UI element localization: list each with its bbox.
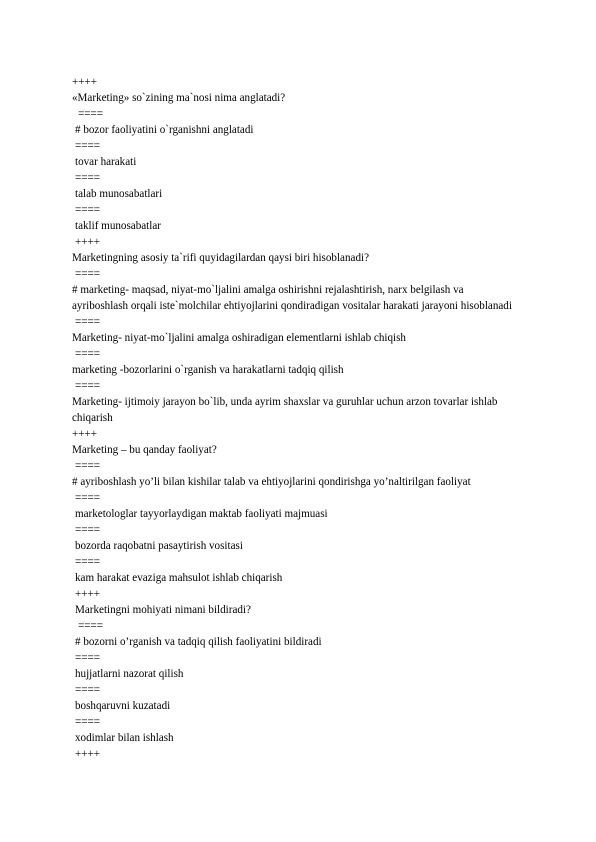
document-body [72,74,522,762]
answer-option: talab munosabatlari [75,188,163,200]
answer-option: boshqaruvni kuzatadi [75,700,171,712]
answer-option: xodimlar bilan ishlash [75,732,174,744]
answer-option: Marketing- niyat-mo`ljalini amalga oshiradigan elementlarni ishlab chiqish [72,332,406,344]
separator-equals: ==== [75,716,101,728]
separator-equals: ==== [75,556,101,568]
separator-plus: ++++ [75,748,101,760]
question-text: Marketing – bu qanday faoliyat? [72,444,217,456]
separator-plus: ++++ [75,236,101,248]
correct-answer: # bozor faoliyatini o`rganishni anglatadi [75,124,254,136]
answer-option: marketologlar tayyorlaydigan maktab faoliyati majmuasi [75,508,328,520]
separator-equals: ==== [75,348,101,360]
separator-equals: ==== [78,620,104,632]
separator-plus: ++++ [72,428,98,440]
question-text: Marketingning asosiy ta`rifi quyidagilardan qaysi biri hisoblanadi? [72,252,369,264]
answer-option: bozorda raqobatni pasaytirish vositasi [75,540,243,552]
separator-equals: ==== [75,684,101,696]
separator-equals: ==== [75,460,101,472]
separator-equals: ==== [75,140,101,152]
answer-option: hujjatlarni nazorat qilish [75,668,184,680]
separator-equals: ==== [78,108,104,120]
question-text: «Marketing» so`zining ma`nosi nima anglatadi? [72,92,286,104]
question-text: Marketingni mohiyati nimani bildiradi? [75,604,251,616]
answer-option: marketing -bozorlarini o`rganish va harakatlarni tadqiq qilish [72,364,344,376]
separator-equals: ==== [75,652,101,664]
separator-plus: ++++ [75,588,101,600]
separator-equals: ==== [75,204,101,216]
answer-option: kam harakat evaziga mahsulot ishlab chiqarish [75,572,283,584]
separator-plus: ++++ [72,76,98,88]
answer-option: tovar harakati [75,156,137,168]
separator-equals: ==== [75,524,101,536]
separator-equals: ==== [75,492,101,504]
correct-answer: # bozorni o’rganish va tadqiq qilish faoliyatini bildiradi [75,636,322,648]
separator-equals: ==== [75,268,101,280]
correct-answer: # ayriboshlash yo’li bilan kishilar talab va ehtiyojlarini qondirishga yo’naltirilgan faoliyat [72,476,471,488]
answer-option: taklif munosabatlar [75,220,161,232]
separator-equals: ==== [75,316,101,328]
answer-option: Marketing- ijtimoiy jarayon bo`lib, unda ayrim shaxslar va guruhlar uchun arzon tovarlar ishlab chiqarish [72,396,498,424]
separator-equals: ==== [75,380,101,392]
separator-equals: ==== [75,172,101,184]
correct-answer: # marketing- maqsad, niyat-mo`ljalini amalga oshirishni rejalashtirish, narx belgilash va ayriboshlash orqali iste`molchilar ehtiyojlarini qondiradigan vositalar harakati jarayoni hisoblanadi [72,284,512,312]
